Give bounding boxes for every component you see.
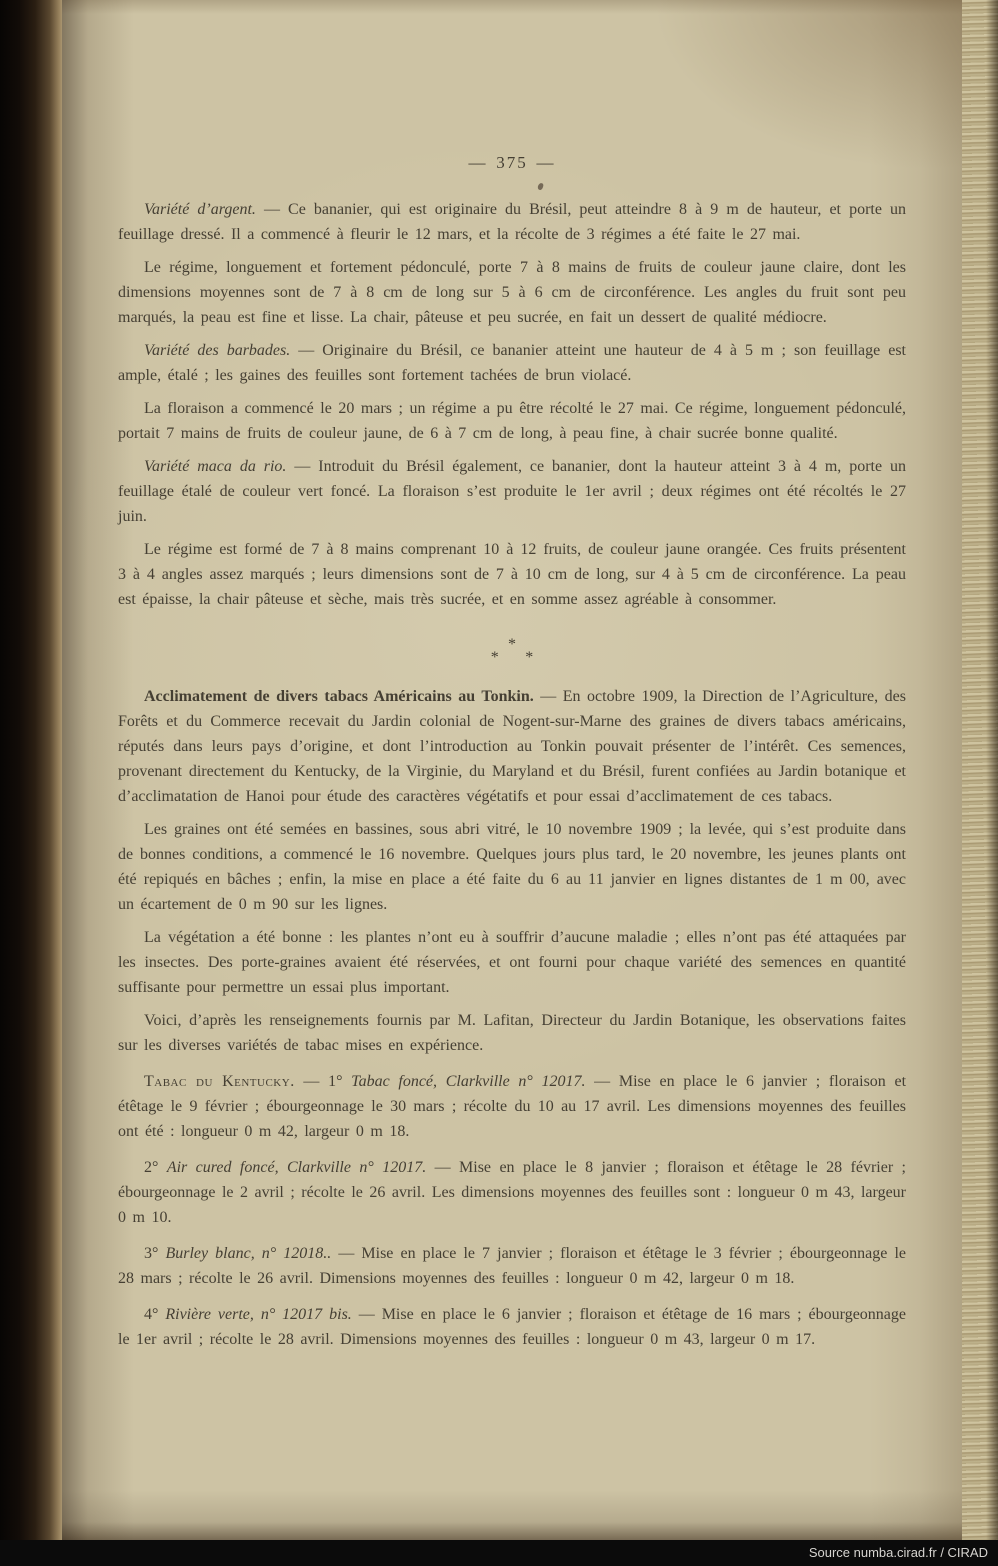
paragraph-text: Voici, d’après les renseignements fournis par M. Lafitan, Directeur du Jardin Botanique, les observations faites sur les diverses variétés de tabac mises en expérience. bbox=[118, 1012, 906, 1054]
paragraph-text: — Mise en place le 8 janvier ; floraison et étêtage le 28 février ; ébourgeonnage le 2 avril ; récolte le 26 avril. Les dimensions moyennes des feuilles sont : longueur 0 m 43, largeur 0 m 10. bbox=[118, 1159, 907, 1226]
asterisk-pair: * * bbox=[490, 649, 544, 666]
paragraph-text: — Ce bananier, qui est originaire du Brésil, peut atteindre 8 à 9 m de hauteur, et porte un feuillage dressé. Il a commencé à fleurir le 12 mars, et la récolte de 3 régimes a été faite le 27 mai. bbox=[118, 201, 907, 243]
section-separator bbox=[118, 638, 906, 664]
paragraph-text: Les graines ont été semées en bassines, sous abri vitré, le 10 novembre 1909 ; la levée, qui s’est produite dans de bonnes conditions, a commencé le 16 novembre. Quelques jours plus tard, le 20 novembre, les jeunes plants ont été repiqués en bâches ; enfin, la mise en place a été faite du 6 au 11 janvier en lignes distantes de 1 m 00, avec un écartement de 0 m 90 sur les lignes. bbox=[118, 821, 906, 913]
paragraph-tabac-kentucky-1 bbox=[118, 1069, 906, 1144]
variety-name: Variété des barbades. bbox=[144, 342, 291, 359]
paragraph-text: — Introduit du Brésil également, ce bananier, dont la hauteur atteint 3 à 4 m, porte un feuillage étalé de couleur vert foncé. La floraison s’est produite le 1er avril ; deux régimes ont été récoltés le 27 juin. bbox=[118, 458, 906, 525]
paragraph-variete-barbades bbox=[118, 338, 906, 388]
paragraph-text: — En octobre 1909, la Direction de l’Agriculture, des Forêts et du Commerce recevait du Jardin colonial de Nogent-sur-Marne des graines de divers tabacs américains, réputés dans leurs pays d’origine, et dont l’introduction au Tonkin pouvait présenter de l’intérêt. Ces semences, provenant directement du Kentucky, de la Virginie, du Maryland et du Brésil, furent confiées au Jardin botanique et d’acclimatation de Hanoi pour étude des caractères végétatifs et pour essai d’acclimatement de ces tabacs. bbox=[118, 688, 907, 805]
paragraph-text: — Mise en place le 7 janvier ; floraison et étêtage le 3 février ; ébourgeonnage le 28 mars ; récolte le 26 avril. Dimensions moyennes des feuilles : longueur 0 m 42, largeur 0 m 18. bbox=[118, 1245, 906, 1287]
tabac-name: Tabac foncé, Clarkville n° 12017. bbox=[351, 1073, 586, 1090]
section-title: Acclimatement de divers tabacs Américains au Tonkin. bbox=[144, 688, 534, 705]
paragraph-text: La végétation a été bonne : les plantes n’ont eu à souffrir d’aucune maladie ; elles n’ont pas été attaquées par les insectes. Des porte-graines avaient été réservées, et ont fourni pour chaque variété des semences en quantité suffisante pour permettre un essai plus important. bbox=[118, 929, 906, 996]
asterisk: * bbox=[508, 636, 516, 653]
paragraph-observations bbox=[118, 1008, 906, 1058]
paragraph-vegetation bbox=[118, 925, 906, 1000]
paragraph-text: Le régime est formé de 7 à 8 mains comprenant 10 à 12 fruits, de couleur jaune orangée. Ces fruits présentent 3 à 4 angles assez marqués ; leurs dimensions sont de 7 à 10 cm de long, sur 4 à 5 cm de circonférence. La peau est épaisse, la chair pâteuse et sèche, mais très sucrée, et en somme assez agréable à consommer. bbox=[118, 541, 906, 608]
paragraph-tabac-air-cured bbox=[118, 1155, 906, 1230]
paragraph-tabac-burley-blanc bbox=[118, 1241, 906, 1291]
paragraph-regime-maca bbox=[118, 537, 906, 612]
paragraph-text: Le régime, longuement et fortement pédonculé, porte 7 à 8 mains de fruits de couleur jaune claire, dont les dimensions moyennes sont de 7 à 8 cm de long sur 5 à 6 cm de circonférence. Les angles du fruit sont peu marqués, la peau est fine et lisse. La chair, pâteuse et peu sucrée, en fait un dessert de qualité médiocre. bbox=[118, 259, 906, 326]
paragraph-text: — Mise en place le 6 janvier ; floraison et étêtage le 9 février ; ébourgeonnage le 30 mars ; récolte du 10 au 17 avril. Les dimensions moyennes des feuilles ont été : longueur 0 m 42, largeur 0 m 18. bbox=[118, 1073, 907, 1140]
tabac-name: Burley blanc, n° 12018.. bbox=[165, 1245, 332, 1262]
paragraph-acclimatement-tabacs bbox=[118, 684, 906, 809]
tabac-number: — 1° bbox=[294, 1073, 352, 1090]
paragraph-variete-argent bbox=[118, 197, 906, 247]
page-edges bbox=[962, 0, 998, 1540]
tabac-name: Air cured foncé, Clarkville n° 12017. bbox=[166, 1159, 427, 1176]
paragraph-text: La floraison a commencé le 20 mars ; un régime a pu être récolté le 27 mai. Ce régime, longuement pédonculé, portait 7 mains de fruits de couleur jaune, de 6 à 7 cm de long, à peau fine, à chair sucrée bonne qualité. bbox=[118, 400, 906, 442]
tabac-number: 4° bbox=[144, 1306, 166, 1323]
paragraph-regime-argent bbox=[118, 255, 906, 330]
paragraph-text: — Mise en place le 6 janvier ; floraison et étêtage de 16 mars ; ébourgeonnage le 1er avril ; récolte le 28 avril. Dimensions moyennes des feuilles : longueur 0 m 43, largeur 0 m 17. bbox=[118, 1306, 907, 1348]
paragraph-text: — Originaire du Brésil, ce bananier atteint une hauteur de 4 à 5 m ; son feuillage est ample, étalé ; les gaines des feuilles sont fortement tachées de brun violacé. bbox=[118, 342, 907, 384]
variety-name: Variété maca da rio. bbox=[144, 458, 287, 475]
page-content bbox=[118, 150, 906, 1360]
paragraph-floraison-barbades bbox=[118, 396, 906, 446]
source-credit: Source numba.cirad.fr / CIRAD bbox=[808, 1545, 988, 1560]
variety-name: Variété d’argent. bbox=[144, 201, 256, 218]
source-bar bbox=[0, 1540, 998, 1566]
paragraph-tabac-riviere-verte bbox=[118, 1302, 906, 1352]
paragraph-semis bbox=[118, 817, 906, 917]
tabac-number: 2° bbox=[144, 1159, 167, 1176]
tabac-heading: Tabac du Kentucky. bbox=[144, 1073, 295, 1090]
tabac-name: Rivière verte, n° 12017 bis. bbox=[165, 1306, 352, 1323]
paragraph-variete-maca-da-rio bbox=[118, 454, 906, 529]
book-spine bbox=[0, 0, 64, 1566]
page-number: — 375 — bbox=[468, 153, 556, 172]
tabac-number: 3° bbox=[144, 1245, 166, 1262]
